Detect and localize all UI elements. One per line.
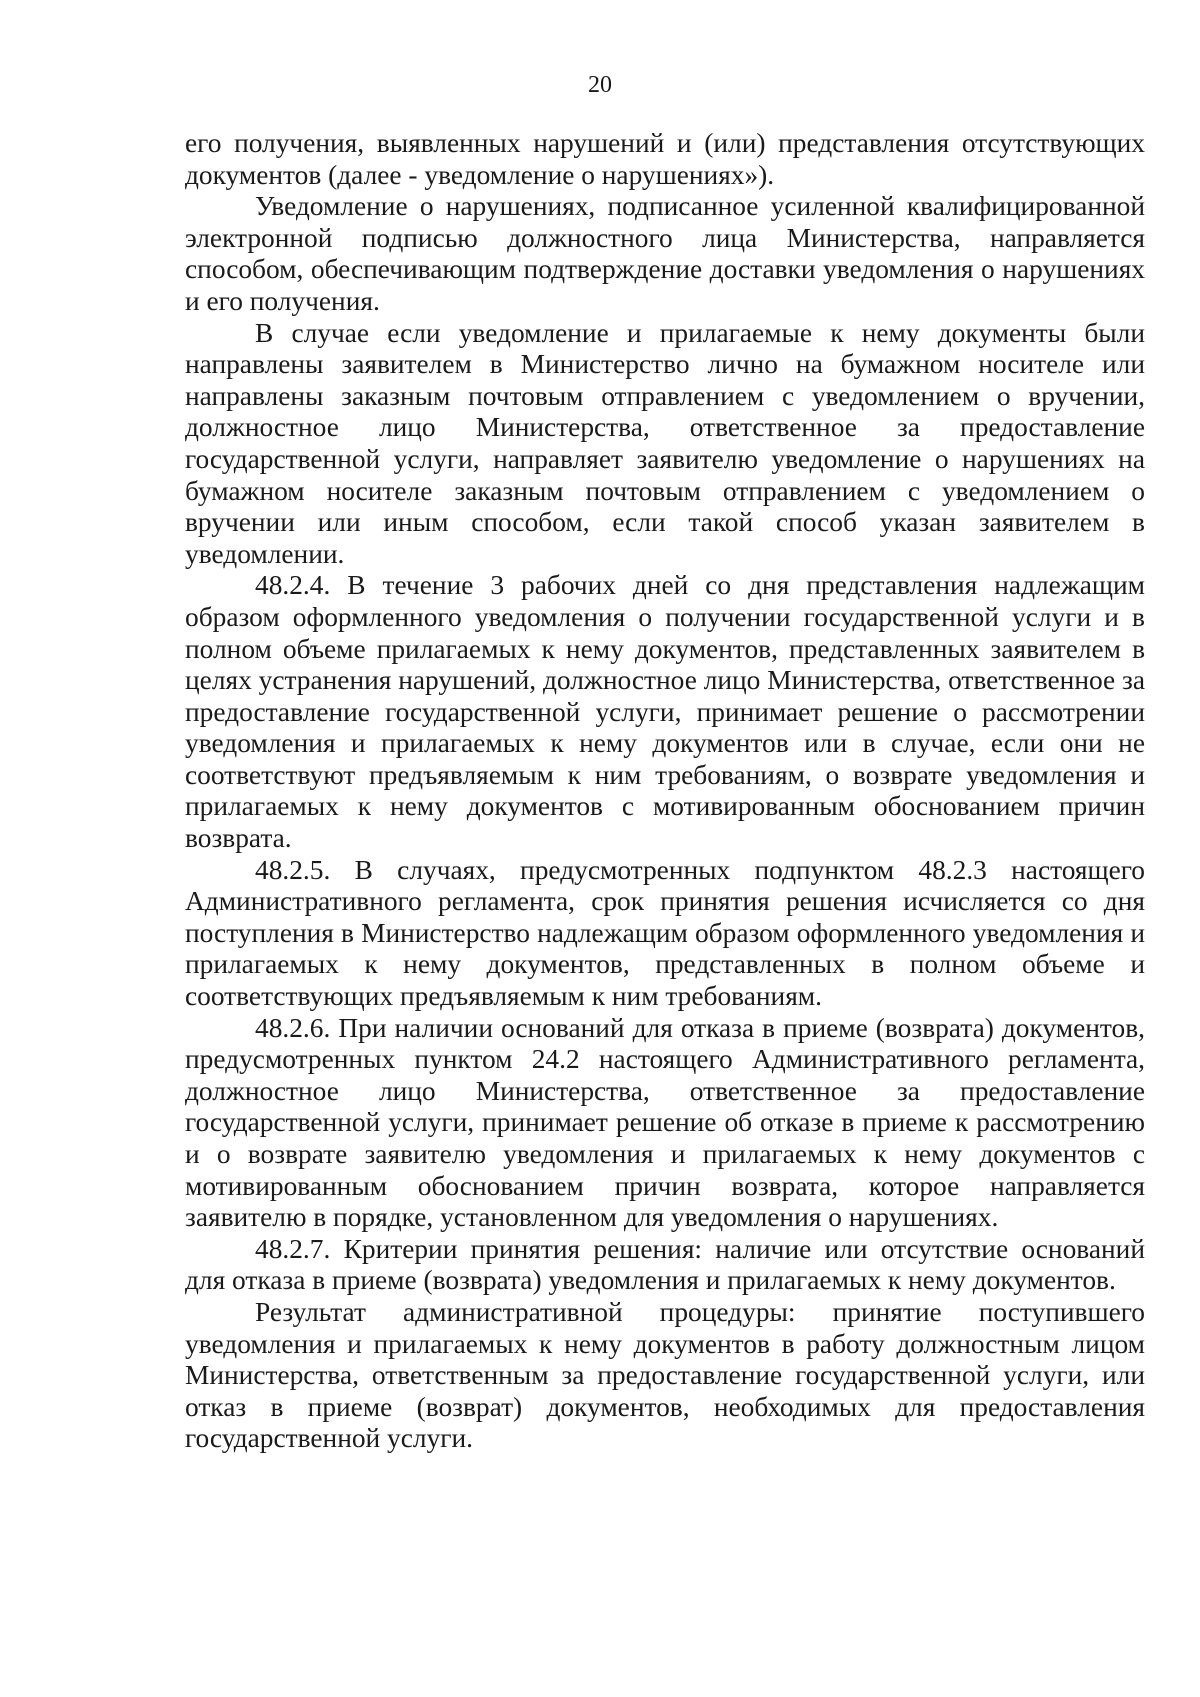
paragraph-paper-delivery: В случае если уведомление и прилагаемые к нему документы были направлены заявителем в Министерство лично на бумажном носителе или направлены заказным почтовым отправлением с уведомлением о вручении, должностное лицо Министерства, ответственное за предоставление государственной услуги, направляет заявителю уведомление о нарушениях на бумажном носителе заказным почтовым отправлением с уведомлением о вручении или иным способом, если такой способ указан заявителем в уведомлении.: [185, 317, 1145, 569]
page-number: 20: [588, 72, 612, 98]
paragraph-procedure-result: Результат административной процедуры: принятие поступившего уведомления и прилагаемых к нему документов в работу должностным лицом Министерства, ответственным за предоставление государственной услуги, или отказ в приеме (возврат) документов, необходимых для предоставления государственной услуги.: [185, 1296, 1145, 1454]
paragraph-48-2-7: 48.2.7. Критерии принятия решения: наличие или отсутствие оснований для отказа в приеме (возврата) уведомления и прилагаемых к нему документов.: [185, 1233, 1145, 1296]
document-body: [185, 128, 1145, 1455]
paragraph-48-2-5: 48.2.5. В случаях, предусмотренных подпунктом 48.2.3 настоящего Административного регламента, срок принятия решения исчисляется со дня поступления в Министерство надлежащим образом оформленного уведомления и прилагаемых к нему документов, представленных в полном объеме и соответствующих предъявляемым к ним требованиям.: [185, 854, 1145, 1012]
paragraph-48-2-4: 48.2.4. В течение 3 рабочих дней со дня представления надлежащим образом оформленного уведомления о получении государственной услуги и в полном объеме прилагаемых к нему документов, представленных заявителем в целях устранения нарушений, должностное лицо Министерства, ответственное за предоставление государственной услуги, принимает решение о рассмотрении уведомления и прилагаемых к нему документов или в случае, если они не соответствуют предъявляемым к ним требованиям, о возврате уведомления и прилагаемых к нему документов с мотивированным обоснованием причин возврата.: [185, 570, 1146, 854]
paragraph-48-2-6: 48.2.6. При наличии оснований для отказа в приеме (возврата) документов, предусмотренных пунктом 24.2 настоящего Административного регламента, должностное лицо Министерства, ответственное за предоставление государственной услуги, принимает решение об отказе в приеме к рассмотрению и о возврате заявителю уведомления и прилагаемых к нему документов с мотивированным обоснованием причин возврата, которое направляется заявителю в порядке, установленном для уведомления о нарушениях.: [185, 1012, 1145, 1233]
paragraph-notice-signature: Уведомление о нарушениях, подписанное усиленной квалифицированной электронной подписью должностного лица Министерства, направляется способом, обеспечивающим подтверждение доставки уведомления о нарушениях и его получения.: [185, 191, 1145, 316]
paragraph-continuation: его получения, выявленных нарушений и (или) представления отсутствующих документов (далее - уведомление о нарушениях»).: [185, 128, 1145, 190]
